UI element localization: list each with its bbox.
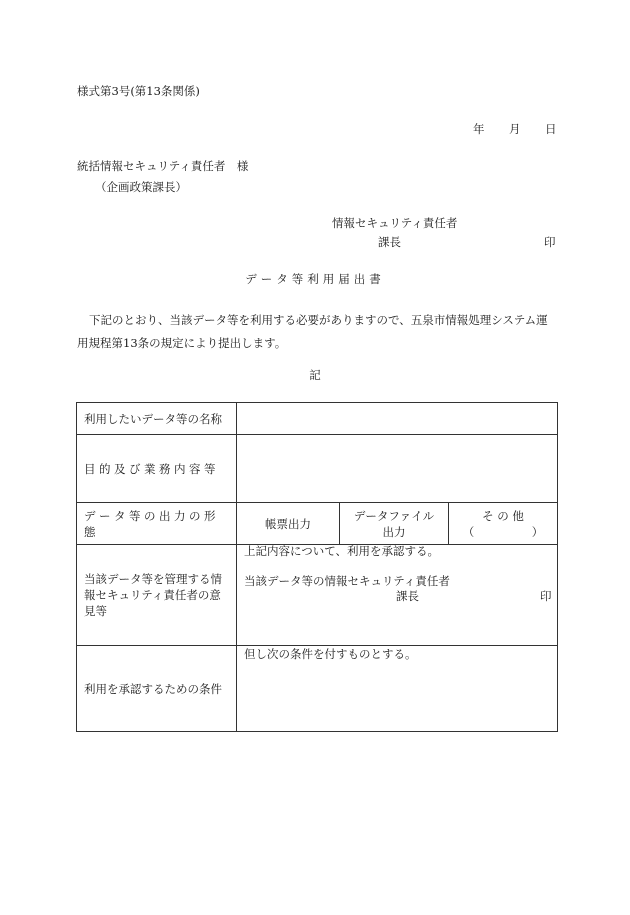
ki-heading: 記	[309, 368, 321, 382]
manager-opinion-value[interactable]	[237, 545, 558, 646]
form-number: 様式第3号(第13条関係)	[77, 84, 200, 98]
officer-title: 情報セキュリティ責任者	[332, 216, 458, 230]
data-name-label: 利用したいデータ等の名称	[77, 403, 237, 435]
table-row	[77, 503, 558, 545]
table-row	[77, 646, 558, 732]
purpose-label: 目的及び業務内容等	[77, 435, 237, 503]
seal-mark: 印	[540, 589, 552, 603]
approval-statement: 上記内容について、利用を承認する。	[244, 544, 440, 558]
application-form-table	[76, 402, 558, 732]
seal-mark: 印	[544, 235, 556, 249]
output-option-other[interactable]	[449, 503, 558, 545]
output-option-other-line2: （ ）	[462, 524, 544, 539]
output-option-form-label: 帳票出力	[265, 516, 311, 531]
manager-dept: 課長	[396, 589, 419, 603]
conditions-text: 但し次の条件を付すものとする。	[244, 647, 417, 661]
manager-title: 当該データ等の情報セキュリティ責任者	[244, 574, 450, 588]
body-text: 下記のとおり、当該データ等を利用する必要がありますので、五泉市情報処理システム運用規程第13条の規定により提出します。	[77, 313, 548, 350]
addressee-sub: （企画政策課長）	[95, 180, 187, 194]
table-row	[77, 435, 558, 503]
date-month: 月	[509, 122, 521, 136]
addressee: 統括情報セキュリティ責任者 様	[77, 159, 249, 173]
data-name-value[interactable]	[237, 403, 558, 435]
date-day: 日	[545, 122, 557, 136]
conditions-value[interactable]	[237, 646, 558, 732]
table-row	[77, 545, 558, 646]
output-option-other-line1: そ の 他	[482, 508, 524, 523]
output-option-form[interactable]	[237, 503, 340, 545]
output-option-file[interactable]	[340, 503, 449, 545]
officer-dept: 課長	[378, 235, 401, 249]
date-year: 年	[473, 122, 485, 136]
manager-opinion-label: 当該データ等を管理する情報セキュリティ責任者の意見等	[77, 545, 237, 646]
table-row	[77, 403, 558, 435]
output-option-file-line1: データファイル	[353, 508, 435, 523]
output-option-file-line2: 出力	[382, 524, 406, 539]
output-format-label: データ等の出力の形態	[77, 503, 237, 545]
document-title: データ等利用届出書	[245, 272, 385, 286]
purpose-value[interactable]	[237, 435, 558, 503]
conditions-label: 利用を承認するための条件	[77, 646, 237, 732]
